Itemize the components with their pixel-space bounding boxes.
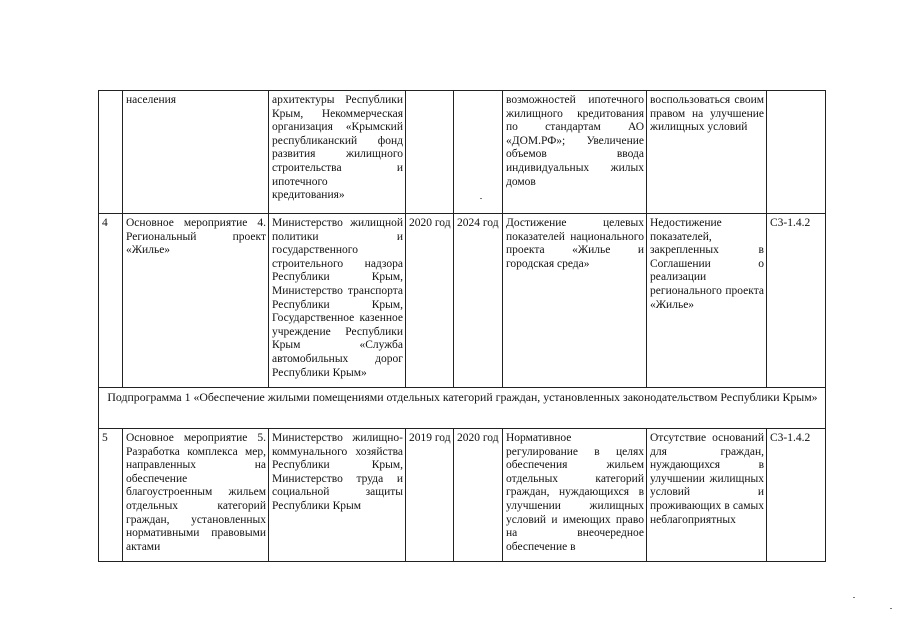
end-year-cell xyxy=(454,91,503,214)
end-year-cell: 2020 год xyxy=(454,429,503,562)
start-year-cell: 2019 год xyxy=(406,429,454,562)
indicator-link-cell: С3-1.4.2 xyxy=(767,429,826,562)
scan-speck xyxy=(890,608,892,609)
indicator-link-cell: С3-1.4.2 xyxy=(767,214,826,388)
scan-speck xyxy=(480,198,482,199)
consequence-cell: Отсутствие оснований для граждан, нуждающихся в улучшении жилищных условий и проживающих в самых неблагоприятных xyxy=(647,429,767,562)
indicator-link-cell xyxy=(767,91,826,214)
executor-cell: архитектуры Республики Крым, Некоммерческая организация «Крымский республиканский фонд развития жилищного строительства и ипотечного кредитования» xyxy=(269,91,406,214)
scan-speck xyxy=(853,597,855,598)
subprogram-header-row xyxy=(99,388,826,429)
activity-name-cell: населения xyxy=(123,91,269,214)
row-number-cell xyxy=(99,91,123,214)
activity-name-cell: Основное мероприятие 5. Разработка комплекса мер, направленных на обеспечение благоустроенным жильем отдельных категорий граждан, установленных нормативными правовыми актами xyxy=(123,429,269,562)
consequence-cell: Недостижение показателей, закрепленных в Соглашении о реализации регионального проекта «Жилье» xyxy=(647,214,767,388)
executor-cell: Министерство жилищной политики и государственного строительного надзора Республики Крым, Министерство транспорта Республики Крым, Государственное казенное учреждение Республики Крым «Служба автомобильных дорог Республики Крым» xyxy=(269,214,406,388)
start-year-cell xyxy=(406,91,454,214)
end-year-cell: 2024 год xyxy=(454,214,503,388)
table-row-activity-5 xyxy=(99,429,826,562)
start-year-cell: 2020 год xyxy=(406,214,454,388)
row-number-cell: 5 xyxy=(99,429,123,562)
table-row-continued xyxy=(99,91,826,214)
consequence-cell: воспользоваться своим правом на улучшение жилищных условий xyxy=(647,91,767,214)
program-activities-table xyxy=(98,90,826,562)
activity-name-cell: Основное мероприятие 4. Региональный проект «Жилье» xyxy=(123,214,269,388)
row-number-cell: 4 xyxy=(99,214,123,388)
subprogram-title: Подпрограмма 1 «Обеспечение жилыми помещениями отдельных категорий граждан, установленных законодательством Республики Крым» xyxy=(99,388,826,429)
expected-result-cell: возможностей ипотечного жилищного кредитования по стандартам АО «ДОМ.РФ»; Увеличение объемов ввода индивидуальных жилых домов xyxy=(503,91,647,214)
table-row-activity-4 xyxy=(99,214,826,388)
expected-result-cell: Нормативное регулирование в целях обеспечения жильем отдельных категорий граждан, нуждающихся в улучшении жилищных условий и имеющих право на внеочередное обеспечение в xyxy=(503,429,647,562)
expected-result-cell: Достижение целевых показателей национального проекта «Жилье и городская среда» xyxy=(503,214,647,388)
executor-cell: Министерство жилищно-коммунального хозяйства Республики Крым, Министерство труда и социальной защиты Республики Крым xyxy=(269,429,406,562)
